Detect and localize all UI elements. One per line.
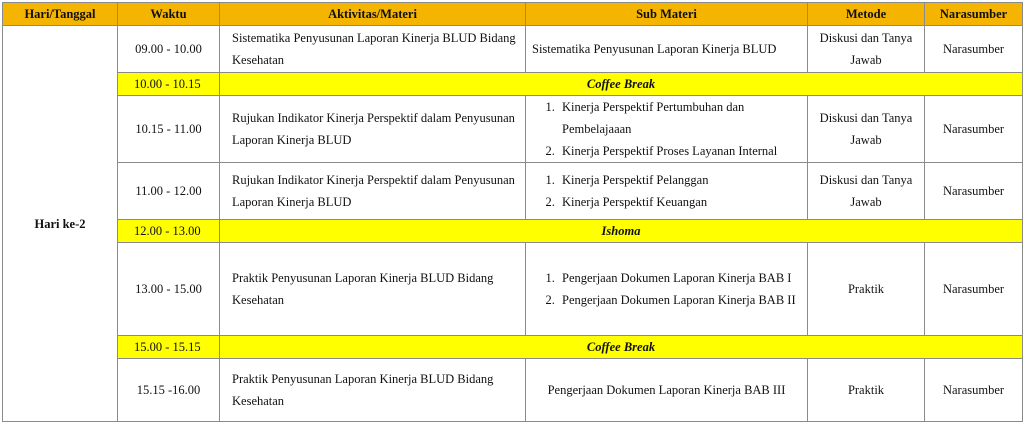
method-cell: Praktik [808,359,925,422]
break-row [3,73,1023,96]
header-hari-tanggal: Hari/Tanggal [3,3,118,26]
day-cell: Hari ke-2 [3,26,118,422]
break-label: Coffee Break [220,73,1023,96]
sub-materi-list [532,267,801,311]
activity-cell: Praktik Penyusunan Laporan Kinerja BLUD Bidang Kesehatan [220,243,526,336]
speaker-cell: Narasumber [925,163,1023,220]
break-label: Coffee Break [220,336,1023,359]
table-row [3,359,1023,422]
sub-materi-cell: Sistematika Penyusunan Laporan Kinerja BLUD [526,26,808,73]
speaker-cell: Narasumber [925,243,1023,336]
activity-cell: Rujukan Indikator Kinerja Perspektif dalam Penyusunan Laporan Kinerja BLUD [220,163,526,220]
sub-materi-cell: Pengerjaan Dokumen Laporan Kinerja BAB III [526,359,808,422]
break-time-cell: 10.00 - 10.15 [118,73,220,96]
break-row [3,336,1023,359]
sub-materi-list [532,96,801,162]
table-row [3,163,1023,220]
time-cell: 10.15 - 11.00 [118,96,220,163]
list-item: 1. Pengerjaan Dokumen Laporan Kinerja BAB I [558,267,801,289]
time-cell: 11.00 - 12.00 [118,163,220,220]
speaker-cell: Narasumber [925,26,1023,73]
header-narasumber: Narasumber [925,3,1023,26]
table-row [3,243,1023,336]
activity-cell: Praktik Penyusunan Laporan Kinerja BLUD Bidang Kesehatan [220,359,526,422]
time-cell: 15.15 -16.00 [118,359,220,422]
header-waktu: Waktu [118,3,220,26]
sub-materi-cell [526,96,808,163]
list-item: 1. Kinerja Perspektif Pertumbuhan dan Pembelajaaan [558,96,801,140]
activity-cell: Sistematika Penyusunan Laporan Kinerja BLUD Bidang Kesehatan [220,26,526,73]
sub-materi-list [532,169,801,213]
list-item: 2. Kinerja Perspektif Proses Layanan Internal [558,140,801,162]
break-row [3,220,1023,243]
schedule-table [2,2,1023,422]
sub-materi-cell [526,163,808,220]
method-cell: Diskusi dan Tanya Jawab [808,163,925,220]
speaker-cell: Narasumber [925,359,1023,422]
table-row [3,96,1023,163]
list-item: 2. Kinerja Perspektif Keuangan [558,191,801,213]
method-cell: Diskusi dan Tanya Jawab [808,26,925,73]
header-row [3,3,1023,26]
header-sub-materi: Sub Materi [526,3,808,26]
time-cell: 09.00 - 10.00 [118,26,220,73]
break-label: Ishoma [220,220,1023,243]
method-cell: Diskusi dan Tanya Jawab [808,96,925,163]
sub-materi-cell [526,243,808,336]
time-cell: 13.00 - 15.00 [118,243,220,336]
list-item: 1. Kinerja Perspektif Pelanggan [558,169,801,191]
table-row [3,26,1023,73]
header-aktivitas: Aktivitas/Materi [220,3,526,26]
break-time-cell: 12.00 - 13.00 [118,220,220,243]
break-time-cell: 15.00 - 15.15 [118,336,220,359]
method-cell: Praktik [808,243,925,336]
activity-cell: Rujukan Indikator Kinerja Perspektif dalam Penyusunan Laporan Kinerja BLUD [220,96,526,163]
list-item: 2. Pengerjaan Dokumen Laporan Kinerja BAB II [558,289,801,311]
header-metode: Metode [808,3,925,26]
speaker-cell: Narasumber [925,96,1023,163]
